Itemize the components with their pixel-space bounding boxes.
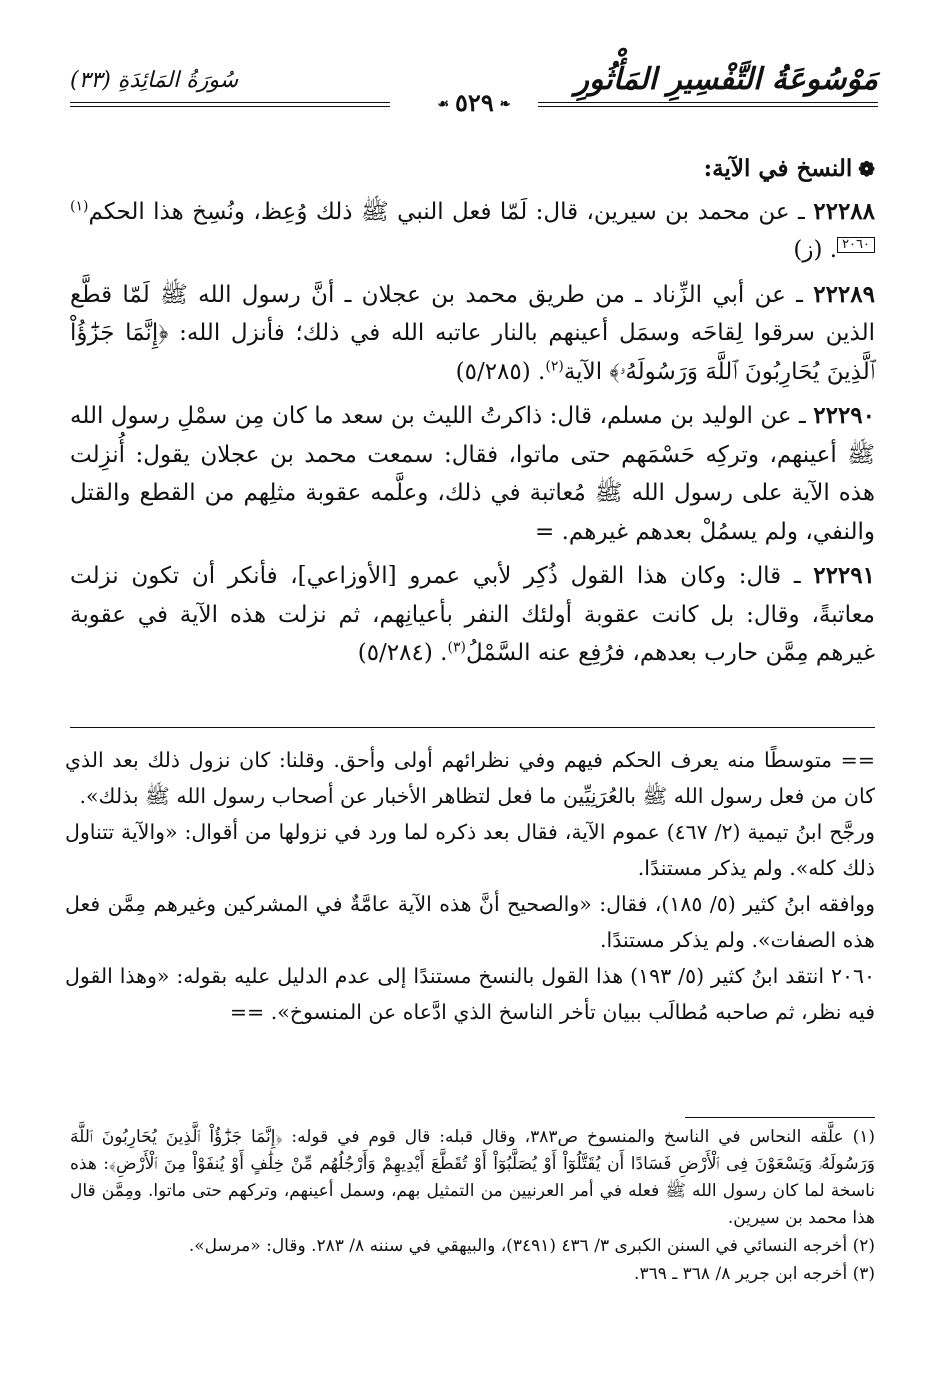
narration-text: ـ عن الوليد بن مسلم، قال: ذاكرتُ الليث بن سعد ما كان مِن سمْلِ رسول الله ﷺ أعينهم، وتركِه حَسْمَهم حتى ماتوا، فقال: سمعت محمد بن عجلان يقول: أُنزِلت هذه الآية على رسول الله ﷺ مُعاتبة في ذلك، وعلَّمه عقوبة مثلِهم من القطع والقتل والنفي، ولم يسمُلْ بعدهم غيرهم. = (70, 403, 875, 545)
narration-entry (70, 193, 875, 270)
header-rule (70, 106, 390, 107)
leaf-ornament-icon: ❧ (499, 97, 511, 112)
narration-tail: . (٥/٢٨٤) (357, 640, 448, 666)
commentary-paragraph: == متوسطًا منه يعرف الحكم فيهم وفي نظرائهم أولى وأحق. وقلنا: كان نزول ذلك بعد الذي كان من فعل رسول الله ﷺ بالعُرَنِيِّين ما فعل لتظاهر الأخبار عن أصحاب رسول الله ﷺ بذلك». (65, 748, 875, 808)
footnote-marker[interactable]: (٢) (545, 357, 564, 374)
page-header (70, 62, 878, 122)
section-heading-text: النسخ في الآية: (703, 155, 853, 182)
narration-tail: . (ز) (793, 237, 838, 263)
narration-number: ٢٢٢٨٨ (813, 197, 876, 225)
commentary-block (65, 742, 875, 1030)
narration-number: ٢٢٢٩٠ (813, 402, 876, 429)
footnote-rule (685, 1117, 875, 1118)
section-heading (70, 150, 875, 189)
footnote-marker[interactable]: (١) (70, 197, 89, 214)
header-rule (70, 102, 390, 103)
book-title: مَوْسُوعَةُ التَّفْسِيرِ المَأْثُورِ (574, 62, 878, 97)
narration-text: ـ عن محمد بن سيرين، قال: لَمّا فعل النبي ﷺ ذلك وُعِظ، ونُسِخ هذا الحكم (88, 198, 805, 225)
footnote-item: (٣) أخرجه ابن جرير ٨/ ٣٦٨ ـ ٣٦٩. (634, 1264, 875, 1284)
commentary-paragraph: ورجَّح ابنُ تيمية (٢/ ٤٦٧) عموم الآية، فقال بعد ذكره لما ورد في نزولها من أقوال: «والآية تتناول ذلك كله». ولم يذكر مستندًا. (65, 820, 875, 880)
divider-accent (705, 727, 875, 728)
section-divider (70, 727, 875, 728)
footnote-item: (٢) أخرجه النسائي في السنن الكبرى ٣/ ٤٣٦ (٣٤٩١)، والبيهقي في سننه ٨/ ٢٨٣. وقال: «مرسل». (188, 1236, 875, 1256)
narration-number: ٢٢٢٩١ (813, 562, 875, 589)
narration-entry (70, 397, 875, 551)
cross-reference-box[interactable]: ٢٠٦٠ (837, 237, 875, 253)
footnote-marker[interactable]: (٣) (447, 639, 466, 656)
narration-entry (70, 557, 875, 673)
footnote-item: (١) علَّقه النحاس في الناسخ والمنسوخ ص٣٨٣، وقال قبله: قال قوم في قوله: ﴿إِنَّمَا جَزَٰٓؤُاْ ٱلَّذِينَ يُحَارِبُونَ ٱللَّهَ وَرَسُولَهُۥ وَيَسْعَوْنَ فِى ٱلْأَرْضِ فَسَادًا أَن يُقَتَّلُوٓاْ أَوْ يُصَلَّبُوٓاْ أَوْ تُقَطَّعَ أَيْدِيهِمْ وَأَرْجُلُهُم مِّنْ خِلَٰفٍ أَوْ يُنفَوْاْ مِنَ ٱلْأَرْضِ﴾: هذه ناسخة لما كان رسول الله ﷺ فعله في أمر العرنيين من التمثيل بهم، وسمل أعينهم، وتركهم حتى ماتوا. ومِمَّن قال هذا محمد بن سيرين. (70, 1127, 876, 1228)
commentary-paragraph: ٢٠٦٠ انتقد ابنُ كثير (٥/ ١٩٣) هذا القول بالنسخ مستندًا إلى عدم الدليل عليه بقوله: «وهذا القول فيه نظر، ثم صاحبه مُطالَب ببيان تأخر الناسخ الذي ادَّعاه عن المنسوخ». == (65, 964, 876, 1024)
narration-tail: . (٥/٢٨٥) (455, 358, 546, 385)
narration-text: ـ قال: وكان هذا القول ذُكِر لأبي عمرو [الأوزاعي]، فأنكر أن تكون نزلت معاتبةً، وقال: بل كانت عقوبة أولئك النفر بأعيانِهم، ثم نزلت هذه الآية في عقوبة غيرهم مِمَّن حارب بعدهم، فرُفِع عنه السَّمْلُ (70, 563, 875, 666)
leaf-ornament-icon: ☙ (437, 97, 450, 112)
page-number: ٥٢٩ (455, 88, 494, 117)
footnotes (70, 1124, 875, 1289)
main-text (70, 150, 875, 679)
narration-entry (70, 276, 875, 392)
commentary-paragraph: ووافقه ابنُ كثير (٥/ ١٨٥)، فقال: «والصحيح أنَّ هذه الآية عامَّةٌ في المشركين وغيرهم مِمَّن فعل هذه الصفات». ولم يذكر مستندًا. (65, 892, 875, 952)
narration-number: ٢٢٢٨٩ (813, 280, 875, 308)
flower-ornament-icon: ❁ (858, 157, 875, 181)
narration-text: ـ عن أبي الزِّناد ـ من طريق محمد بن عجلان ـ أنَّ رسول الله ﷺ لَمّا قطَّع الذين سرقوا لِقاحَه وسمَل أعينهم بالنار عاتبه الله في ذلك؛ فأنزل الله: ﴿إِنَّمَا جَزَٰٓؤُاْ ٱلَّذِينَ يُحَارِبُونَ ٱللَّهَ وَرَسُولَهُۥ﴾ الآية (70, 281, 875, 385)
surah-title: سُورَةُ المَائِدَةِ (٣٣) (70, 68, 239, 93)
